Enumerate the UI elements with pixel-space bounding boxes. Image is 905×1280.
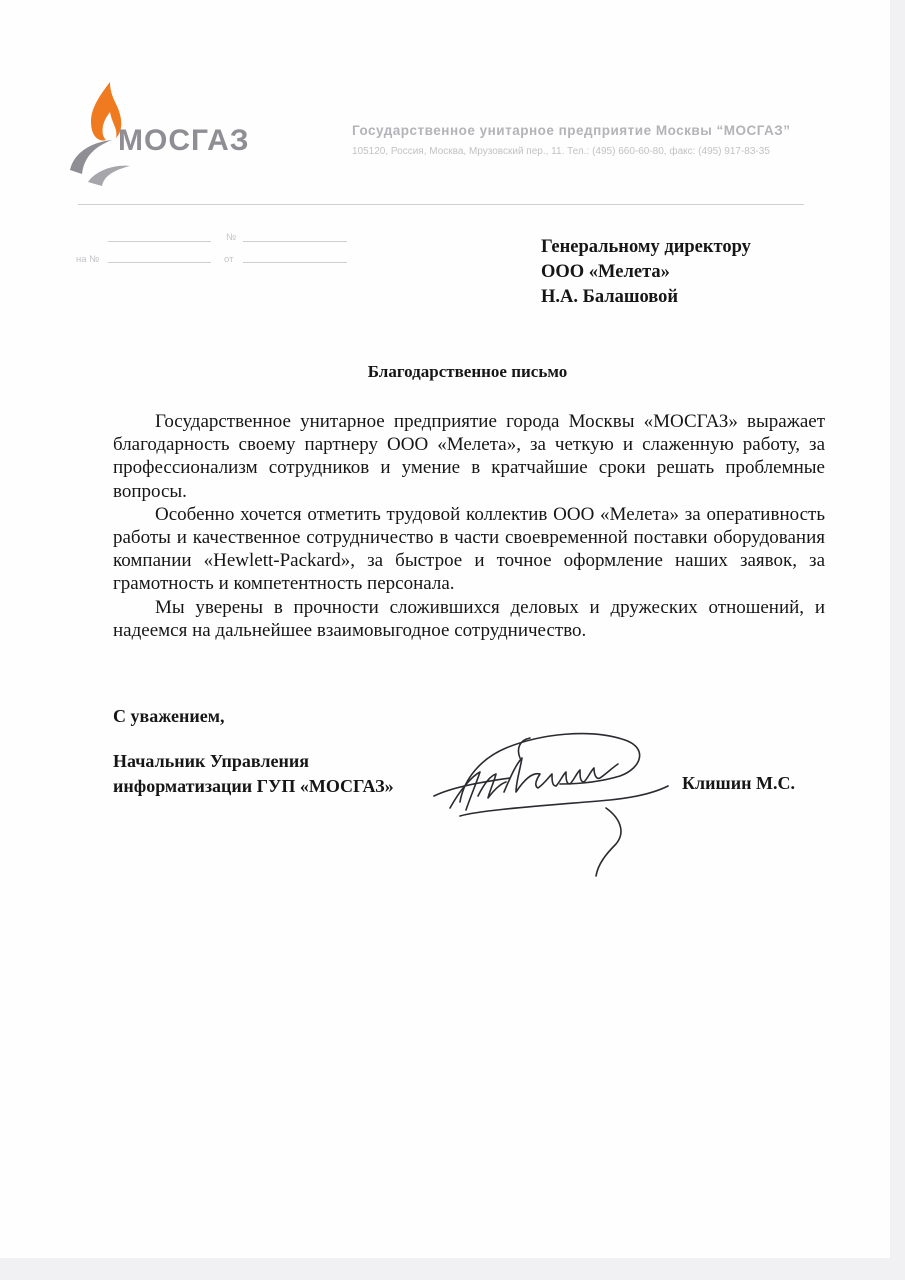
scan-edge-right (890, 0, 905, 1280)
letterhead-divider (78, 204, 804, 205)
body-paragraph-3: Мы уверены в прочности сложившихся деловых и дружеских отношений, и надеемся на дальнейшее взаимовыгодное сотрудничество. (113, 596, 825, 641)
reference-label: на № (76, 254, 100, 265)
from-field-line (243, 262, 347, 263)
organization-name: Государственное унитарное предприятие Москвы “МОСГАЗ” (352, 123, 791, 138)
date-field-line (108, 241, 211, 242)
from-label: от (224, 254, 234, 265)
signer-position-line-2: информатизации ГУП «МОСГАЗ» (113, 776, 394, 796)
letter-title: Благодарственное письмо (367, 362, 568, 381)
recipient-name: Н.А. Балашовой (541, 287, 679, 307)
logo-wordmark: МОСГАЗ (118, 124, 250, 157)
scan-edge-bottom (0, 1258, 905, 1280)
body-paragraph-2: Особенно хочется отметить трудовой коллектив ООО «Мелета» за оперативность работы и качественное сотрудничество в части своевременной поставки оборудования компании «Hewlett-Packard», за быстрое и точное оформление наших заявок, за грамотность и компетентность персонала. (113, 503, 825, 595)
mosgaz-logo (66, 78, 316, 188)
recipient-company: ООО «Мелета» (541, 262, 670, 282)
body-paragraph-1: Государственное унитарное предприятие города Москвы «МОСГАЗ» выражает благодарность своему партнеру ООО «Мелета», за четкую и слаженную работу, за профессионализм сотрудников и умение в кратчайшие сроки решать проблемные вопросы. (113, 411, 825, 502)
organization-address: 105120, Россия, Москва, Мрузовский пер., 11. Тел.: (495) 660-60-80, факс: (495) 917-83-35 (352, 146, 770, 157)
signer-position (113, 749, 394, 799)
recipient-position: Генеральному директору (541, 237, 751, 257)
signer-position-line-1: Начальник Управления (113, 751, 309, 771)
recipient-block (541, 235, 751, 310)
reference-field-line (108, 262, 211, 263)
letter-body (113, 410, 825, 642)
closing-phrase: С уважением, (113, 706, 225, 726)
flame-icon (91, 82, 121, 141)
handwritten-signature (420, 718, 680, 878)
number-label: № (226, 232, 237, 243)
number-field-line (243, 241, 347, 242)
signer-name: Клишин М.С. (682, 773, 795, 793)
swoosh-icon (70, 140, 112, 174)
